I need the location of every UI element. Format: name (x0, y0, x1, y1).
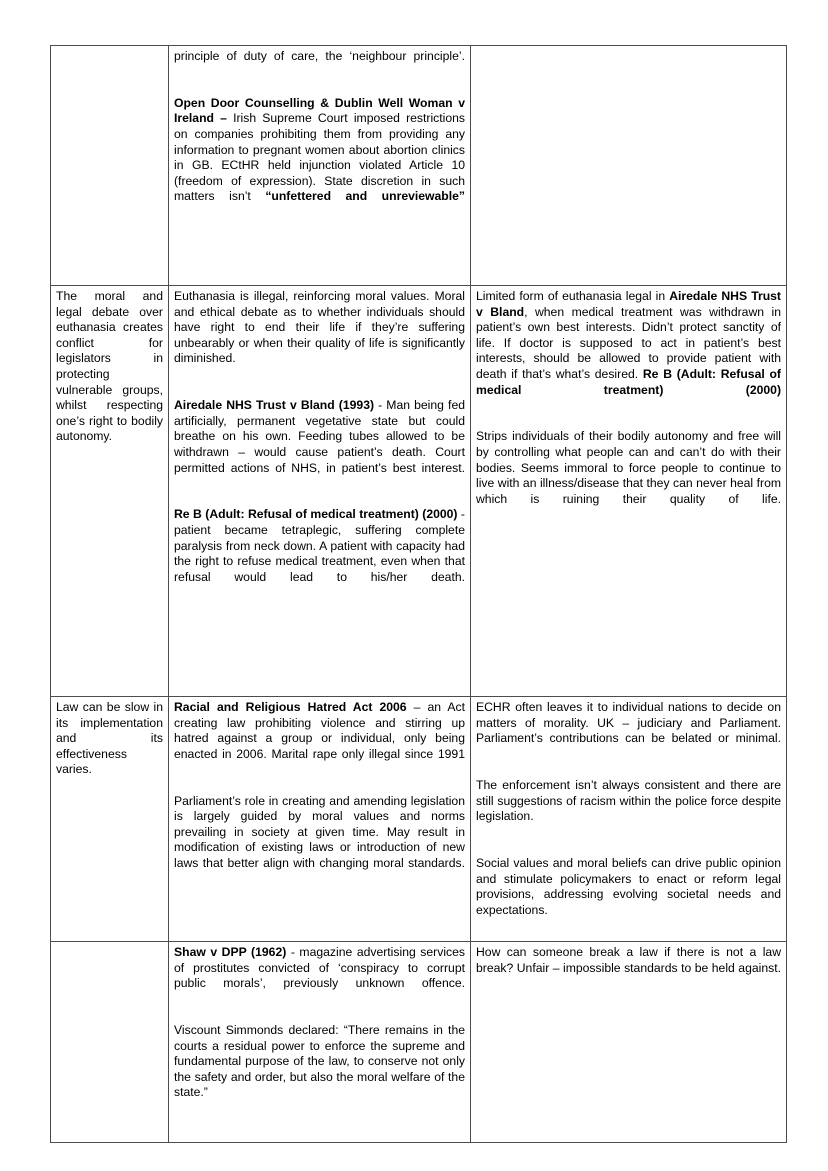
paragraph (174, 96, 465, 221)
table-row (51, 697, 787, 942)
text-run: Social values and moral beliefs can drive public opinion and stimulate policymakers to enact or reform legal provisions, addressing evolving societal needs and expectations. (476, 855, 781, 917)
paragraph (174, 49, 465, 80)
bold-text-run: Re B (Adult: Refusal of medical treatment) (2000) (476, 366, 781, 397)
paragraph (174, 794, 465, 888)
paragraph (56, 289, 163, 461)
bold-text-run: Re B (Adult: Refusal of medical treatment) (2000) (174, 507, 458, 522)
paragraph (174, 1023, 465, 1117)
text-run: principle of duty of care, the ‘neighbour principle’. (174, 49, 465, 63)
text-run: ECHR often leaves it to individual nations to decide on matters of morality. UK – judiciary and Parliament. Parliament’s contributions can be belated or minimal. (476, 700, 781, 746)
table-row (51, 286, 787, 697)
text-run: Viscount Simmonds declared: “There remains in the courts a residual power to enforce the supreme and fundamental purpose of the law, to conserve not only the safety and order, but also the moral welfare of the state.” (174, 1022, 465, 1100)
text-run: How can someone break a law if there is not a law break? Unfair – impossible standards to be held against. (476, 945, 781, 975)
table-body (51, 46, 787, 1143)
text-run: Parliament’s role in creating and amending legislation is largely guided by moral values and norms prevailing in society at given time. May result in modification of existing laws or introduction of new laws that better align with changing moral standards. (174, 793, 465, 870)
paragraph (476, 778, 781, 840)
paragraph (56, 700, 163, 794)
table-cell-1 (51, 46, 169, 286)
bold-text-run: Open Door Counselling & Dublin Well Woman v Ireland – (174, 95, 465, 126)
table-cell-2 (169, 286, 471, 697)
paragraph (476, 289, 781, 414)
table-cell-2 (169, 46, 471, 286)
text-run: – an Act creating law prohibiting violence and stirring up hatred against a group or individual, only being enacted in 2006. Marital rape only illegal since 1991 (174, 700, 465, 761)
paragraph (174, 507, 465, 601)
text-run: Euthanasia is illegal, reinforcing moral values. Moral and ethical debate as to whether individuals should have right to end their life if they’re suffering unbearably or when their quality of life is significantly diminished. (174, 289, 465, 366)
text-run: Irish Supreme Court imposed restrictions on companies prohibiting them from providing any information to pregnant women about abortion clinics in GB. ECtHR held injunction violated Article 10 (freedom of expression). State discretion in such matters isn’t (174, 111, 466, 204)
bold-text-run: Airedale NHS Trust v Bland (1993) (174, 398, 375, 413)
bold-text-run: “unfettered and unreviewable” (265, 189, 465, 204)
bold-text-run: Airedale NHS Trust v Bland (476, 289, 781, 319)
paragraph (174, 289, 465, 383)
notes-table (50, 45, 787, 1143)
table-cell-1 (51, 286, 169, 697)
text-run: - Man being fed artificially, permanent vegetative state but could breathe on his own. Feeding tubes allowed to be withdrawn – would cause patient’s death. Court permitted actions of NHS, in patient’s best interest. (174, 398, 465, 475)
paragraph (174, 398, 465, 492)
table-cell-3 (471, 697, 787, 942)
table-cell-1 (51, 942, 169, 1143)
paragraph (476, 945, 781, 992)
text-run: The moral and legal debate over euthanasia creates conflict for legislators in protecting vulnerable groups, whilst respecting one’s right to bodily autonomy. (56, 289, 163, 444)
table-cell-2 (169, 697, 471, 942)
paragraph (476, 856, 781, 934)
paragraph (476, 700, 781, 762)
text-run: Law can be slow in its implementation and its effectiveness varies. (56, 700, 163, 777)
text-run: The enforcement isn’t always consistent and there are still suggestions of racism within the police force despite legislation. (476, 777, 781, 824)
text-run: Limited form of euthanasia legal in (476, 289, 670, 303)
bold-text-run: Racial and Religious Hatred Act 2006 (174, 700, 407, 714)
text-run: , when medical treatment was withdrawn in patient’s own best interests. Didn’t protect sanctity of life. If doctor is supposed to act in patient’s best interests, should be allowed to provide patient with death if that’s what’s desired. (476, 304, 781, 381)
table-row (51, 46, 787, 286)
paragraph (174, 700, 465, 778)
table-cell-3 (471, 286, 787, 697)
bold-text-run: Shaw v DPP (1962) (174, 945, 287, 959)
paragraph (476, 429, 781, 523)
text-run: - magazine advertising services of prostitutes convicted of ‘conspiracy to corrupt public morals’, previously unknown offence. (174, 945, 465, 991)
table-cell-2 (169, 942, 471, 1143)
text-run: Strips individuals of their bodily autonomy and free will by controlling what people can and can’t do with their bodies. Seems immoral to force people to continue to live with an illness/disease that they can never heal from which is ruining their quality of life. (476, 429, 781, 506)
table-row (51, 942, 787, 1143)
paragraph (174, 945, 465, 1007)
table-cell-3 (471, 942, 787, 1143)
table-cell-3 (471, 46, 787, 286)
table-cell-1 (51, 697, 169, 942)
text-run: - patient became tetraplegic, suffering complete paralysis from neck down. A patient with capacity had the right to refuse medical treatment, even when that refusal would lead to his/her death. (174, 507, 465, 584)
